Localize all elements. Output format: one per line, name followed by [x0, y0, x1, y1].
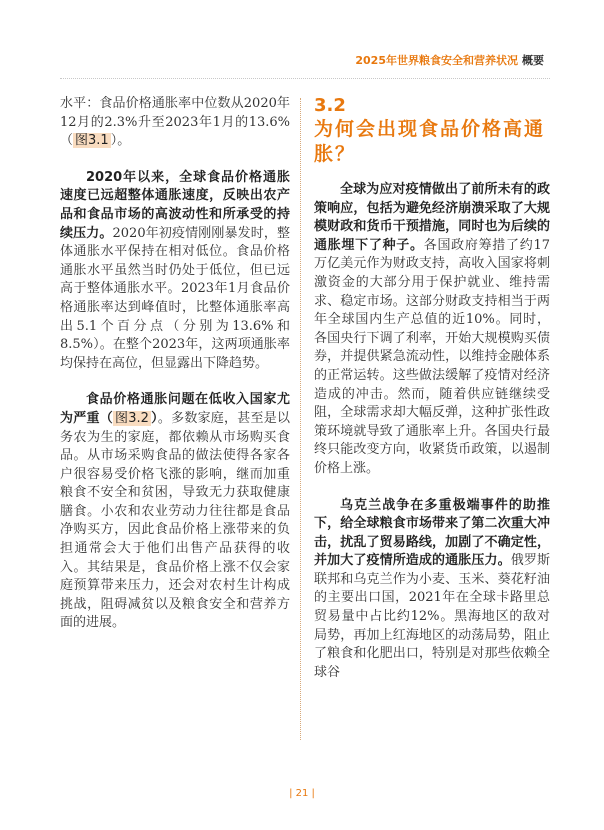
paragraph-policy-response — [314, 181, 550, 479]
paragraph-text: 。多数家庭，甚至是以务农为生的家庭，都依赖从市场购买食品。从市场采购食品的做法使得各家各户很容易受价格飞涨的影响，继而加重粮食不安全和贫困，导致无力获取健康膳食。小农和农业劳动力往往都是食品净购买方，因此食品价格上涨带来的负担通常会大于他们出售产品获得的收入。其结果是，食品价格上涨不仅会家庭预算带来压力，还会对农村生计构成挑战，阻碍减贫以及粮食安全和营养方面的进展。 — [60, 410, 290, 631]
column-divider — [300, 98, 301, 740]
paragraph-continuation — [60, 95, 290, 151]
header-divider — [60, 78, 550, 79]
key-statement-end: ） — [150, 410, 158, 426]
paragraph-text: 各国政府筹措了约17万亿美元作为财政支持，高收入国家将刺激资金的大部分用于保护就业、维持需求、稳定市场。这部分财政支持相当于两年全球国内生产总值的近10%。同时，各国央行下调了利率，开始大规模购买债券，并提供紧急流动性，以维持金融体系的正常运转。这些做法缓解了疫情对经济造成的冲击。然而，随着供应链继续受阻，全球需求却大幅反弹，这种扩张性政策环境就导致了通胀率上升。各国央行最终只能改变方向，收紧货币政策，以遏制价格上涨。 — [314, 237, 550, 476]
figure-3-2-link[interactable]: 图3.2 — [114, 410, 149, 426]
figure-3-1-link[interactable]: 图3.1 — [75, 133, 109, 149]
paragraph-ukraine-war — [314, 497, 550, 683]
key-statement: 2020年以来，全球食品价格通胀速度已远超整体通胀速度，反映出农产品和食品市场的高波动性和所承受的持续压力。 — [60, 169, 290, 241]
paragraph-text: 俄罗斯联邦和乌克兰作为小麦、玉米、葵花籽油的主要出口国，2021年在全球卡路里总贸易量中占比约12%。黑海地区的敌对局势，再加上红海地区的动荡局势，阻止了粮食和化肥出口，特别是对那些依赖全球谷 — [314, 553, 550, 680]
paragraph-text: 2020年初疫情刚刚暴发时，整体通胀水平保持在相对低位。食品价格通胀水平虽然当时仍处于低位，但已远高于整体通胀水平。2023年1月食品价格通胀率达到峰值时，比整体通胀率高出5.1个百分点（分别为13.6%和8.5%）。在整个2023年，这两项通胀率均保持在高位，但显露出下降趋势。 — [60, 225, 290, 371]
paragraph-text: ）。 — [110, 133, 131, 149]
paragraph-low-income — [60, 391, 290, 633]
key-statement: 食品价格通胀问题在低收入国家尤为严重（ — [60, 392, 290, 426]
page-number: | 21 | — [289, 788, 315, 799]
right-column — [314, 95, 550, 682]
key-statement: 全球为应对疫情做出了前所未有的政策响应，包括为避免经济崩溃采取了大规模财政和货币干预措施，同时也为后续的通胀埋下了种子。 — [314, 182, 550, 253]
report-title: 2025年世界粮食安全和营养状况 — [355, 54, 518, 67]
paragraph-inflation-gap — [60, 169, 290, 374]
section-label: 概要 — [522, 54, 544, 67]
section-title: 为何会出现食品价格高通胀？ — [314, 118, 546, 165]
running-header — [355, 52, 544, 68]
section-number: 3.2 — [314, 95, 346, 116]
left-column — [60, 95, 290, 633]
key-statement: 乌克兰战争在多重极端事件的助推下，给全球粮食市场带来了第二次重大冲击，扰乱了贸易路线，加剧了不确定性，并加大了疫情所造成的通胀压力。 — [314, 497, 550, 569]
paragraph-text: 水平：食品价格通胀率中位数从2020年12月的2.3%升至2023年1月的13.6%（ — [60, 96, 290, 149]
